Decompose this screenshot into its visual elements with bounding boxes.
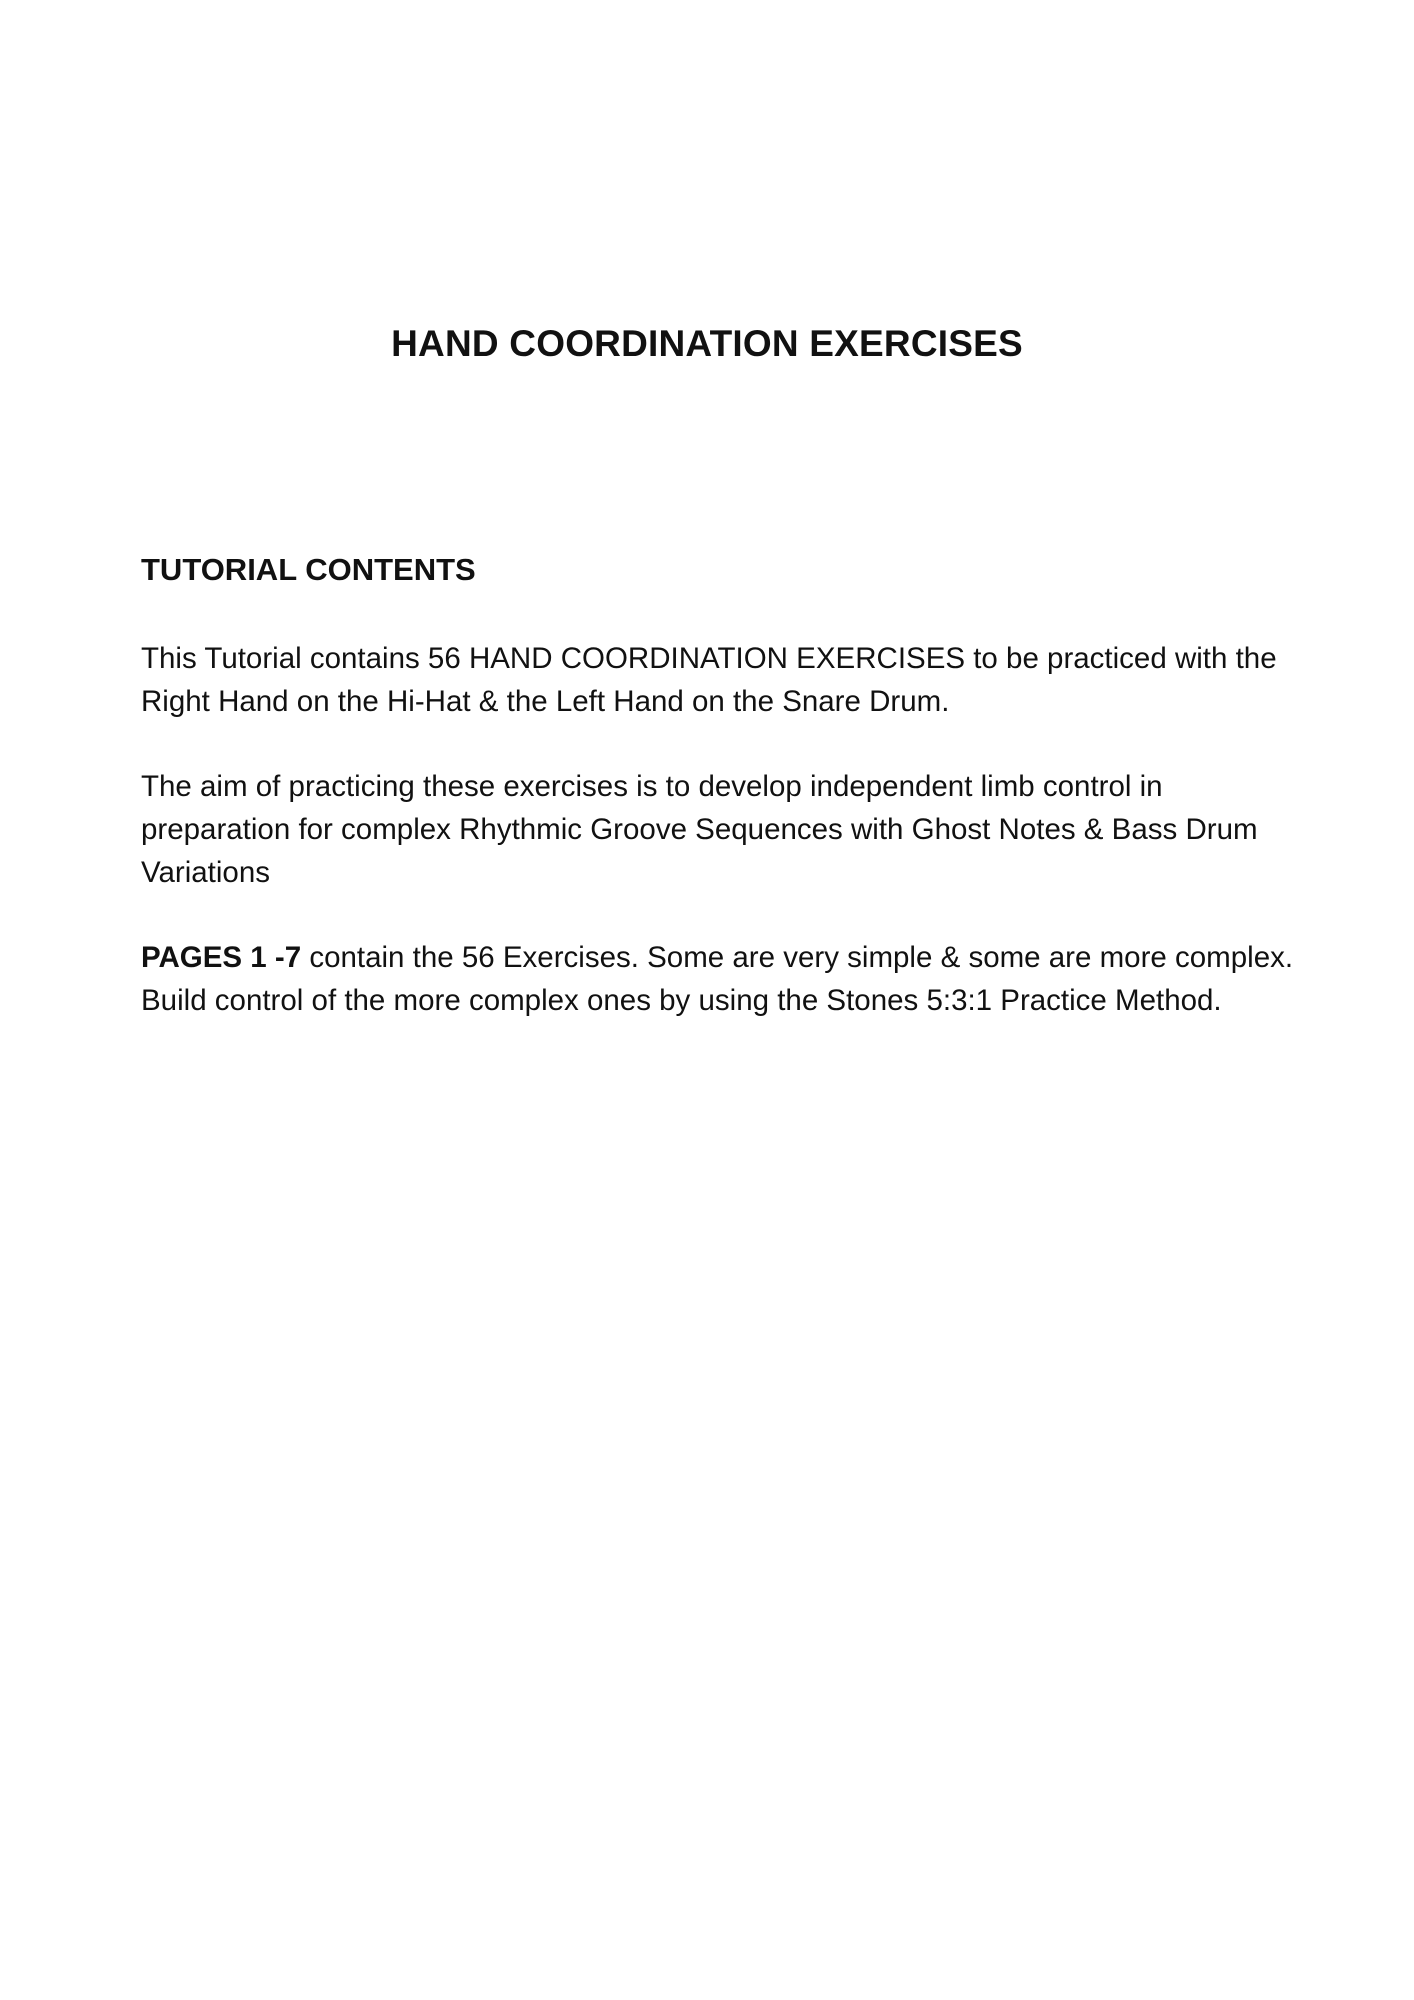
paragraph-pages [141, 936, 1301, 1022]
document-title: HAND COORDINATION EXERCISES [391, 323, 1023, 364]
section-heading: TUTORIAL CONTENTS [141, 552, 476, 587]
paragraph-aim: The aim of practicing these exercises is to develop independent limb control in preparation for complex Rhythmic Groove Sequences with Ghost Notes & Bass Drum Variations [141, 770, 1258, 889]
paragraph-intro: This Tutorial contains 56 HAND COORDINATION EXERCISES to be practiced with the Right Hand on the Hi-Hat & the Left Hand on the Snare Drum. [141, 642, 1277, 718]
pages-description: contain the 56 Exercises. Some are very simple & some are more complex. Build control of the more complex ones by using the Stones 5:3:1 Practice Method. [141, 941, 1294, 1017]
pages-range-label: PAGES 1 -7 [141, 941, 302, 974]
